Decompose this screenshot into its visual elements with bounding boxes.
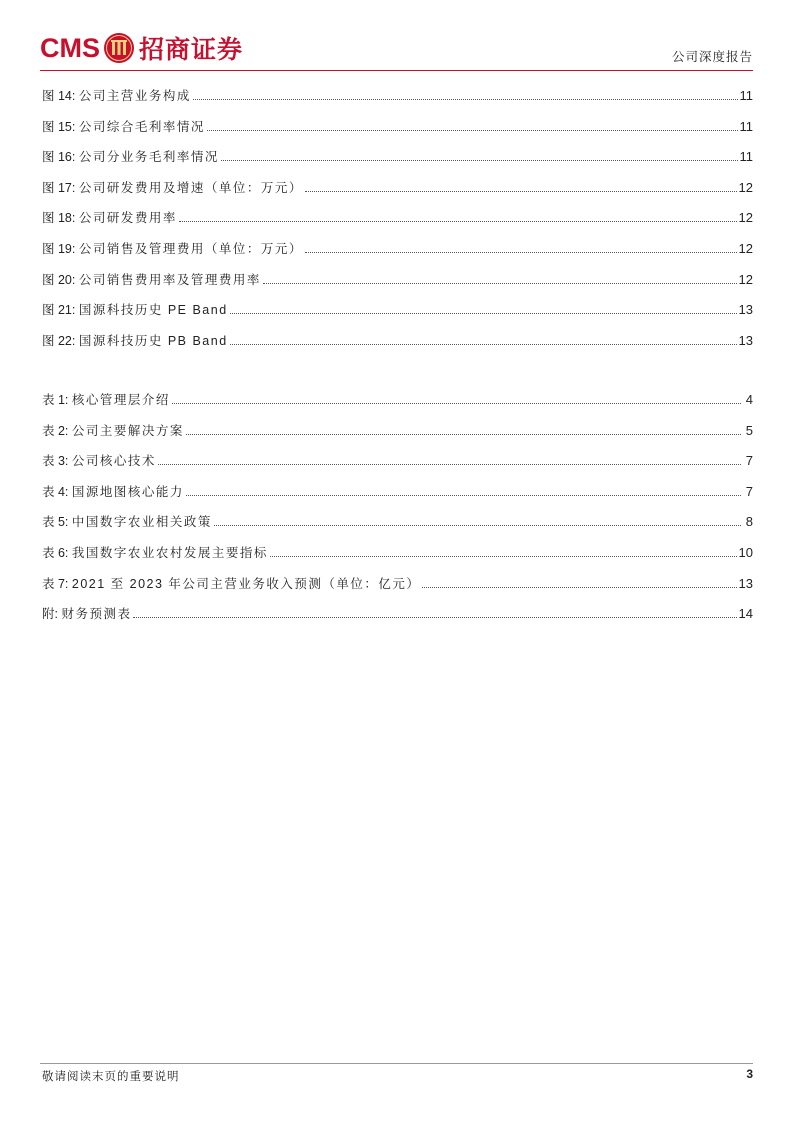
dot-leader (172, 403, 741, 404)
toc-entry-label (42, 210, 177, 226)
toc-entry-title: 国源科技历史 PB Band (78, 333, 228, 348)
toc-entry-label (42, 302, 228, 318)
toc-entry-number: 图 20: (42, 272, 76, 287)
toc-entry-title: 核心管理层介绍 (71, 393, 170, 407)
cms-logo (40, 30, 243, 66)
toc-entry-title: 我国数字农业农村发展主要指标 (71, 546, 268, 560)
dot-leader (214, 525, 741, 526)
table-toc-entry[interactable] (42, 514, 753, 530)
table-toc-entry[interactable] (42, 576, 753, 592)
toc-entry-label (42, 272, 261, 288)
dot-leader (305, 252, 737, 253)
toc-entry-page: 12 (738, 271, 753, 287)
toc-entry-number: 表 3: (42, 454, 69, 469)
toc-entry-number: 图 19: (42, 242, 76, 256)
toc-entry-number: 表 7: (42, 576, 69, 591)
toc-entry-page: 11 (739, 88, 753, 103)
toc-entry-label (42, 180, 303, 196)
toc-entry-title: 公司分业务毛利率情况 (78, 150, 219, 165)
toc-entry-number: 表 6: (42, 546, 69, 560)
toc-entry-page: 10 (738, 545, 753, 560)
figure-toc-entry[interactable] (42, 210, 753, 226)
toc-entry-page: 12 (738, 179, 753, 195)
toc-entry-page: 4 (745, 392, 753, 407)
figure-toc-entry[interactable] (42, 333, 753, 349)
toc-entry-title: 公司销售及管理费用（单位：万元） (78, 242, 303, 256)
toc-entry-number: 图 21: (42, 303, 76, 318)
figure-toc-entry[interactable] (42, 149, 753, 165)
header-divider (40, 70, 753, 71)
toc-entry-label (42, 333, 228, 349)
figure-toc-entry[interactable] (42, 241, 753, 257)
dot-leader (230, 344, 737, 345)
toc-entry-number: 表 4: (42, 484, 69, 499)
toc-entry-page: 11 (739, 149, 753, 165)
dot-leader (158, 464, 741, 465)
dot-leader (422, 587, 736, 588)
dot-leader (133, 617, 736, 618)
toc-entry-title: 公司主营业务构成 (78, 89, 191, 103)
toc-entry-label (42, 241, 303, 257)
toc-entry-number: 图 16: (42, 150, 76, 165)
toc-entry-page: 11 (739, 118, 753, 134)
dot-leader (221, 160, 738, 161)
toc-entry-title: 公司研发费用率 (78, 211, 177, 226)
toc-entry-label (42, 392, 170, 408)
toc-entry-title: 公司销售费用率及管理费用率 (78, 272, 261, 287)
figure-toc-entry[interactable] (42, 180, 753, 196)
dot-leader (207, 130, 738, 131)
toc-entry-label (42, 453, 156, 469)
toc-entry-label (42, 606, 131, 622)
toc-entry-page: 12 (738, 241, 753, 256)
toc-entry-number: 表 1: (42, 393, 69, 407)
toc-entry-page: 7 (745, 483, 753, 499)
logo-latin-text: CMS (40, 32, 100, 63)
dot-leader (263, 283, 737, 284)
toc-entry-label (42, 149, 219, 165)
toc-entry-page: 5 (745, 422, 753, 438)
dot-leader (193, 99, 738, 100)
toc-entry-page: 13 (738, 302, 753, 318)
dot-leader (270, 556, 737, 557)
toc-entry-page: 8 (745, 514, 753, 530)
toc-entry-title: 2021 至 2023 年公司主营业务收入预测（单位：亿元） (71, 576, 421, 591)
toc-entry-label (42, 119, 205, 135)
document-type-label: 公司深度报告 (671, 49, 753, 64)
toc-entry-title: 公司主要解决方案 (71, 423, 184, 438)
cms-emblem-icon (103, 32, 135, 64)
table-toc-entry[interactable] (42, 423, 753, 439)
logo-chinese-text: 招商证券 (139, 35, 244, 64)
toc-entry-title: 公司研发费用及增速（单位：万元） (78, 180, 303, 195)
table-toc-entry[interactable] (42, 484, 753, 500)
toc-entry-label (42, 514, 212, 530)
toc-entry-title: 中国数字农业相关政策 (71, 515, 212, 530)
table-toc-entry[interactable] (42, 545, 753, 561)
table-toc-entry[interactable] (42, 606, 753, 622)
toc-entry-number: 图 22: (42, 333, 76, 348)
toc-entry-page: 14 (738, 606, 753, 622)
toc-entry-page: 12 (738, 210, 753, 226)
dot-leader (186, 434, 741, 435)
toc-entry-number: 表 2: (42, 423, 69, 438)
toc-entry-number: 附: (42, 607, 58, 622)
toc-entry-page: 7 (745, 453, 753, 469)
footer-disclaimer-note: 敬请阅读末页的重要说明 (42, 1069, 180, 1083)
figure-toc-entry[interactable] (42, 119, 753, 135)
toc-entry-number: 图 18: (42, 211, 76, 226)
toc-entry-page: 13 (738, 332, 753, 348)
page-number: 3 (746, 1067, 753, 1081)
toc-entry-number: 图 14: (42, 89, 76, 103)
toc-entry-title: 财务预测表 (61, 607, 132, 622)
figure-toc-entry[interactable] (42, 302, 753, 318)
toc-entry-label (42, 545, 268, 561)
toc-entry-label (42, 88, 191, 104)
dot-leader (186, 495, 741, 496)
toc-entry-title: 国源科技历史 PE Band (78, 303, 228, 318)
dot-leader (305, 191, 737, 192)
table-toc-entry[interactable] (42, 453, 753, 469)
toc-entry-label (42, 423, 184, 439)
toc-entry-number: 图 15: (42, 119, 76, 134)
toc-entry-label (42, 484, 184, 500)
table-toc-entry[interactable] (42, 392, 753, 408)
footer-divider (40, 1063, 753, 1064)
toc-entry-page: 13 (738, 575, 753, 591)
page-header (40, 26, 753, 74)
toc-entry-title: 公司核心技术 (71, 454, 156, 469)
figure-toc-entry[interactable] (42, 272, 753, 288)
toc-entry-title: 国源地图核心能力 (71, 484, 184, 499)
toc-entry-label (42, 576, 420, 592)
toc-entry-number: 表 5: (42, 515, 69, 530)
toc-entry-title: 公司综合毛利率情况 (78, 119, 205, 134)
dot-leader (179, 221, 737, 222)
toc-entry-number: 图 17: (42, 180, 76, 195)
figure-toc-entry[interactable] (42, 88, 753, 104)
dot-leader (230, 313, 737, 314)
